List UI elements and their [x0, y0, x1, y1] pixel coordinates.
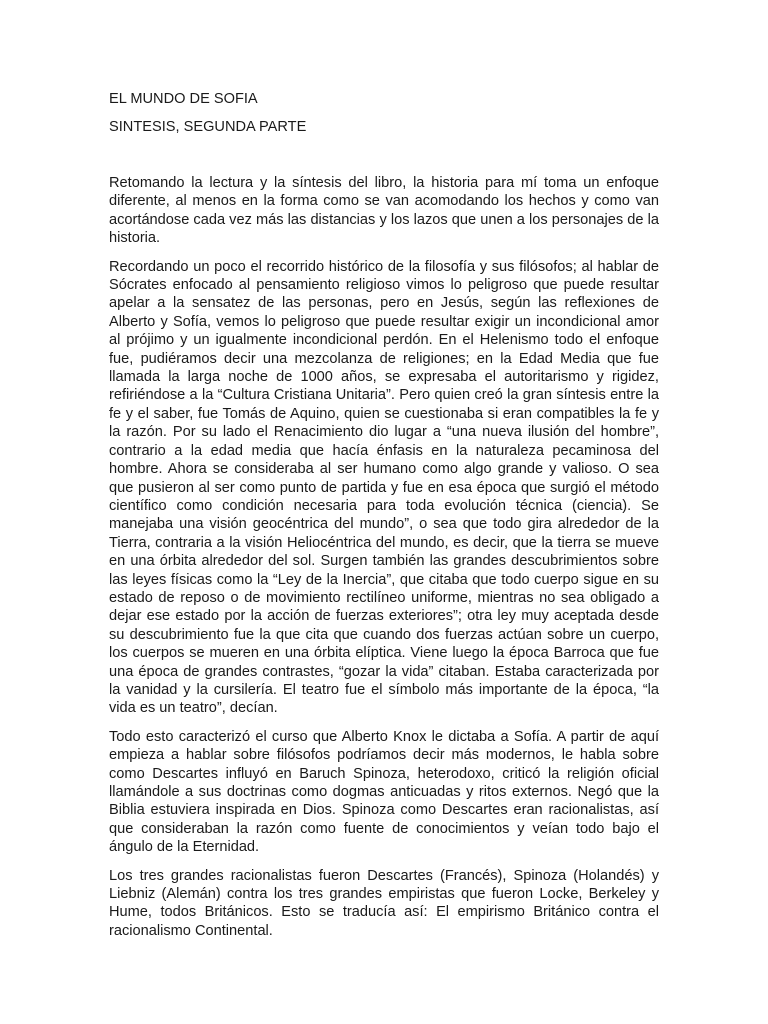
paragraph-2: Recordando un poco el recorrido histórico de la filosofía y sus filósofos; al hablar de Sócrates enfocado al pensamiento religioso vimos lo peligroso que puede resultar apelar a la sensatez de las personas, pero en Jesús, según las reflexiones de Alberto y Sofía, vemos lo peligroso que puede resultar exigir un incondicional amor al prójimo y un igualmente incondicional perdón. En el Helenismo todo el enfoque fue, pudiéramos decir una mezcolanza de religiones; en la Edad Media que fue llamada la larga noche de 1000 años, se expresaba el autoritarismo y rigidez, refiriéndose a la “Cultura Cristiana Unitaria”. Pero quien creó la gran síntesis entre la fe y el saber, fue Tomás de Aquino, quien se cuestionaba si eran compatibles la fe y la razón. Por su lado el Renacimiento dio lugar a “una nueva ilusión del hombre”, contrario a la edad media que hacía énfasis en la naturaleza pecaminosa del hombre. Ahora se consideraba al ser humano como algo grande y valioso. O sea que pusieron al ser como punto de partida y fue en esa época que surgió el método científico como condición necesaria para toda evolución técnica (ciencia). Se manejaba una visión geocéntrica del mundo”, o sea que todo gira alrededor de la Tierra, contraria a la visión Heliocéntrica del mundo, es decir, que la tierra se mueve en una órbita alrededor del sol. Surgen también las grandes descubrimientos sobre las leyes físicas como la “Ley de la Inercia”, que citaba que todo cuerpo sigue en su estado de reposo o de movimiento rectilíneo uniforme, mientras no sea obligado a dejar ese estado por la acción de fuerzas exteriores”; otra ley muy aceptada desde su descubrimiento fue la que cita que cuando dos fuerzas actúan sobre un cuerpo, los cuerpos se mueren en una órbita elíptica. Viene luego la época Barroca que fue una época de grandes contrastes, “gozar la vida” citaban. Estaba caracterizada por la vanidad y la cursilería. El teatro fue el símbolo más importante de la época, “la vida es un teatro”, decían. — [109, 258, 659, 717]
document-subtitle: SINTESIS, SEGUNDA PARTE — [109, 119, 307, 135]
document-title: EL MUNDO DE SOFIA — [109, 91, 258, 107]
paragraph-4: Los tres grandes racionalistas fueron Descartes (Francés), Spinoza (Holandés) y Liebniz (Alemán) contra los tres grandes empiristas que fueron Locke, Berkeley y Hume, todos Británicos. Esto se traducía así: El empirismo Británico contra el racionalismo Continental. — [109, 867, 659, 939]
paragraph-1: Retomando la lectura y la síntesis del libro, la historia para mí toma un enfoque diferente, al menos en la forma como se van acomodando los hechos y como van acortándose cada vez más las distancias y los lazos que unen a los personajes de la historia. — [109, 175, 659, 247]
paragraph-3: Todo esto caracterizó el curso que Alberto Knox le dictaba a Sofía. A partir de aquí empieza a hablar sobre filósofos podríamos decir más modernos, le habla sobre como Descartes influyó en Baruch Spinoza, heterodoxo, criticó la religión oficial llamándole a sus doctrinas como dogmas anticuadas y ritos externos. Negó que la Biblia estuviera inspirada en Dios. Spinoza como Descartes eran racionalistas, así que consideraban la razón como fuente de conocimientos y veían todo bajo el ángulo de la Eternidad. — [109, 728, 659, 856]
document-body — [109, 90, 659, 940]
